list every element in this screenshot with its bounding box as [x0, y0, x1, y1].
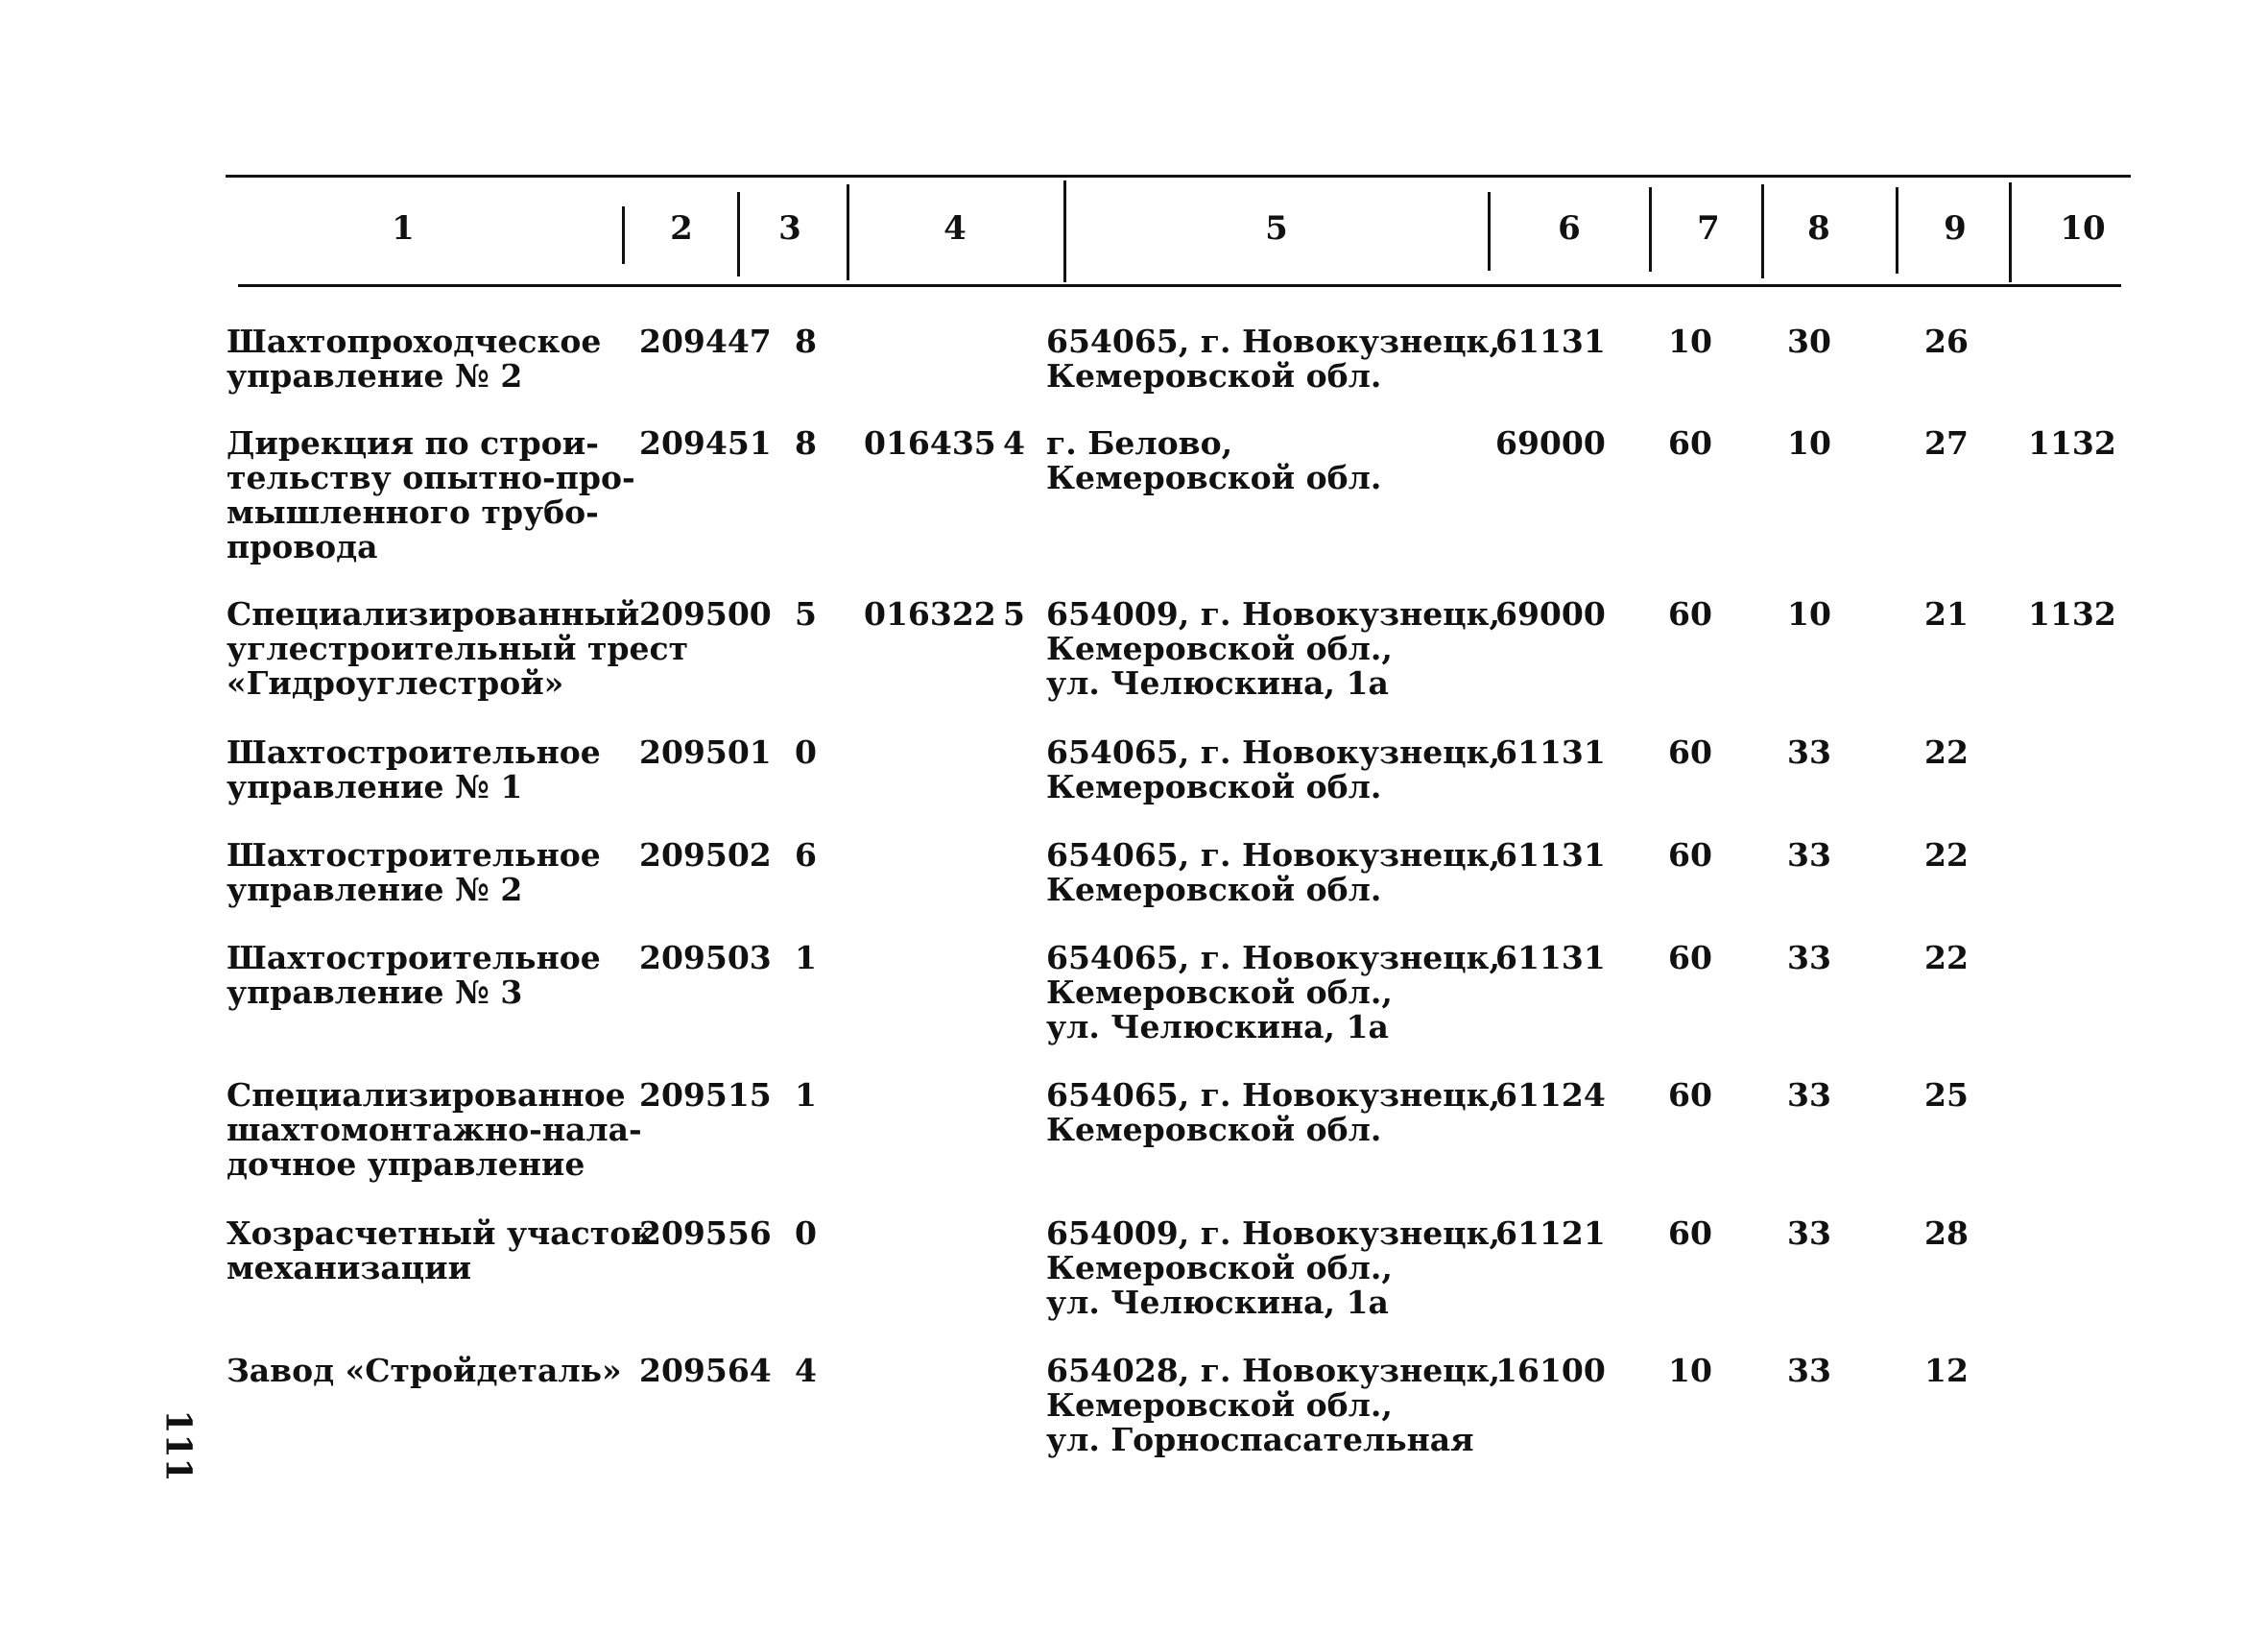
cell-c2: 209501 — [639, 733, 772, 771]
organization-address: 654065, г. Новокузнецк, Кемеровской обл., ул. Челюскина, 1а — [1046, 939, 1500, 1045]
header-cell-6: 6 — [1558, 209, 1581, 248]
cell-c6: 16100 — [1495, 1352, 1606, 1389]
cell-c6: 61131 — [1495, 733, 1606, 771]
cell-c3: 6 — [795, 836, 817, 874]
cell-c8: 30 — [1787, 323, 1831, 360]
organization-name: Специализированный углестроительный трест «Гидроуглестрой» — [227, 595, 689, 702]
header-cell-4: 4 — [943, 209, 967, 248]
cell-c3: 4 — [795, 1352, 817, 1389]
cell-c3: 8 — [795, 424, 817, 462]
cell-c9: 27 — [1924, 424, 1969, 462]
header-cell-1: 1 — [392, 209, 415, 248]
cell-c2: 209447 — [639, 323, 772, 360]
cell-c9: 26 — [1924, 323, 1969, 360]
organization-name: Дирекция по строи- тельству опытно-про- мышленного трубо- провода — [227, 424, 635, 565]
cell-c4b: 5 — [1003, 595, 1025, 633]
organization-address: г. Белово, Кемеровской обл. — [1046, 424, 1382, 496]
cell-c8: 10 — [1787, 424, 1831, 462]
cell-c2: 209500 — [639, 595, 772, 633]
cell-c7: 10 — [1668, 1352, 1712, 1389]
cell-c6: 61124 — [1495, 1076, 1606, 1114]
cell-c2: 209451 — [639, 424, 772, 462]
cell-c3: 0 — [795, 733, 817, 771]
organization-address: 654065, г. Новокузнецк, Кемеровской обл. — [1046, 733, 1500, 805]
cell-c6: 69000 — [1495, 595, 1606, 633]
cell-c8: 33 — [1787, 836, 1831, 874]
cell-c7: 60 — [1668, 836, 1712, 874]
organization-name: Специализированное шахтомонтажно-нала- дочное управление — [227, 1076, 642, 1183]
cell-c7: 60 — [1668, 1076, 1712, 1114]
cell-c4a: 016435 — [864, 424, 996, 462]
cell-c6: 69000 — [1495, 424, 1606, 462]
cell-c3: 1 — [795, 939, 817, 976]
column-separator — [847, 184, 849, 280]
organization-name: Шахтопроходческое управление № 2 — [227, 323, 602, 395]
cell-c9: 12 — [1924, 1352, 1969, 1389]
cell-c10: 1132 — [2028, 595, 2116, 633]
header-cell-2: 2 — [670, 209, 693, 248]
cell-c9: 22 — [1924, 733, 1969, 771]
cell-c7: 60 — [1668, 424, 1712, 462]
organization-name: Шахтостроительное управление № 2 — [227, 836, 601, 908]
cell-c7: 60 — [1668, 1214, 1712, 1252]
cell-c7: 60 — [1668, 939, 1712, 976]
header-cell-3: 3 — [778, 209, 801, 248]
cell-c4b: 4 — [1003, 424, 1025, 462]
cell-c9: 25 — [1924, 1076, 1969, 1114]
table-header-rule — [238, 284, 2121, 287]
cell-c2: 209564 — [639, 1352, 772, 1389]
cell-c3: 1 — [795, 1076, 817, 1114]
cell-c6: 61131 — [1495, 939, 1606, 976]
cell-c8: 33 — [1787, 1352, 1831, 1389]
cell-c10: 1132 — [2028, 424, 2116, 462]
organization-address: 654028, г. Новокузнецк, Кемеровской обл., ул. Горноспасательная — [1046, 1352, 1500, 1458]
cell-c9: 22 — [1924, 939, 1969, 976]
cell-c8: 33 — [1787, 733, 1831, 771]
cell-c2: 209503 — [639, 939, 772, 976]
organization-address: 654065, г. Новокузнецк, Кемеровской обл. — [1046, 1076, 1500, 1148]
cell-c3: 0 — [795, 1214, 817, 1252]
organization-address: 654009, г. Новокузнецк, Кемеровской обл., ул. Челюскина, 1а — [1046, 595, 1500, 702]
column-separator — [1649, 187, 1652, 272]
cell-c4a: 016322 — [864, 595, 996, 633]
cell-c8: 33 — [1787, 1214, 1831, 1252]
cell-c6: 61131 — [1495, 323, 1606, 360]
column-separator — [1896, 187, 1898, 274]
cell-c2: 209515 — [639, 1076, 772, 1114]
header-cell-10: 10 — [2060, 209, 2106, 248]
page-number: 111 — [157, 1409, 199, 1482]
cell-c6: 61121 — [1495, 1214, 1606, 1252]
header-cell-9: 9 — [1944, 209, 1967, 248]
header-cell-7: 7 — [1697, 209, 1720, 248]
cell-c9: 28 — [1924, 1214, 1969, 1252]
organization-address: 654065, г. Новокузнецк, Кемеровской обл. — [1046, 323, 1500, 395]
organization-address: 654065, г. Новокузнецк, Кемеровской обл. — [1046, 836, 1500, 908]
column-separator — [1063, 180, 1066, 282]
cell-c8: 33 — [1787, 939, 1831, 976]
organization-name: Хозрасчетный участок механизации — [227, 1214, 655, 1286]
cell-c9: 22 — [1924, 836, 1969, 874]
organization-name: Шахтостроительное управление № 3 — [227, 939, 601, 1011]
cell-c7: 60 — [1668, 595, 1712, 633]
column-separator — [622, 206, 625, 264]
header-cell-8: 8 — [1807, 209, 1830, 248]
column-separator — [1761, 184, 1764, 278]
table-top-rule — [226, 175, 2131, 178]
cell-c7: 60 — [1668, 733, 1712, 771]
header-cell-5: 5 — [1265, 209, 1288, 248]
cell-c8: 10 — [1787, 595, 1831, 633]
cell-c3: 5 — [795, 595, 817, 633]
column-separator — [1488, 192, 1491, 271]
cell-c8: 33 — [1787, 1076, 1831, 1114]
column-separator — [2009, 182, 2012, 282]
cell-c6: 61131 — [1495, 836, 1606, 874]
cell-c2: 209502 — [639, 836, 772, 874]
organization-address: 654009, г. Новокузнецк, Кемеровской обл., ул. Челюскина, 1а — [1046, 1214, 1500, 1321]
cell-c9: 21 — [1924, 595, 1969, 633]
cell-c2: 209556 — [639, 1214, 772, 1252]
organization-name: Завод «Стройдеталь» — [227, 1352, 622, 1389]
cell-c3: 8 — [795, 323, 817, 360]
column-separator — [737, 192, 740, 276]
organization-name: Шахтостроительное управление № 1 — [227, 733, 601, 805]
cell-c7: 10 — [1668, 323, 1712, 360]
